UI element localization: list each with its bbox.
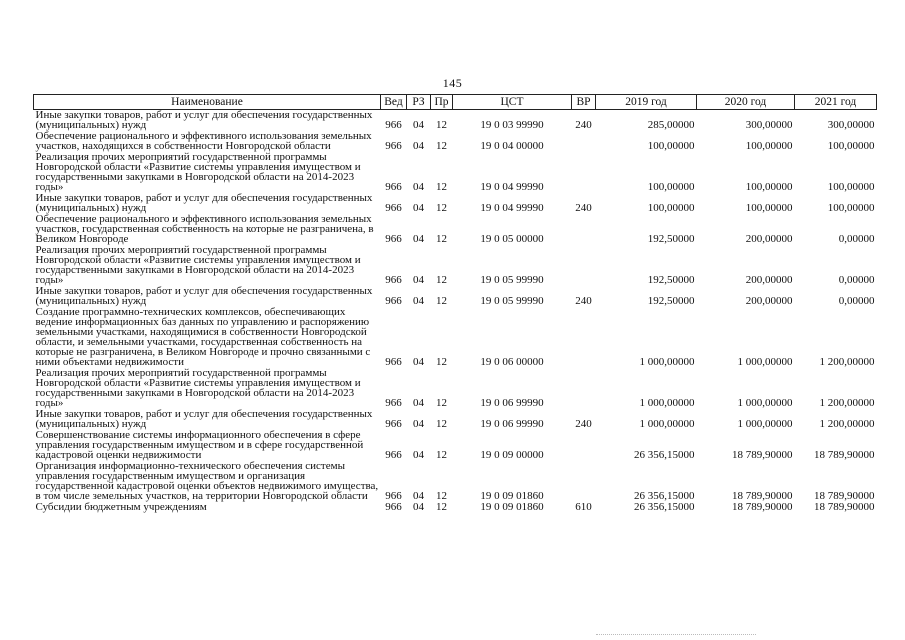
row-pr: 12 — [436, 397, 447, 409]
row-2021: 0,00000 — [838, 233, 875, 245]
table-row — [34, 409, 877, 430]
row-rz: 04 — [413, 490, 424, 502]
row-rz: 04 — [413, 397, 424, 409]
row-pr: 12 — [436, 449, 447, 461]
row-2019: 26 356,15000 — [634, 490, 695, 502]
row-vr — [572, 368, 596, 409]
row-2021: 100,00000 — [827, 202, 875, 214]
row-pr: 12 — [436, 418, 447, 430]
budget-table — [33, 94, 877, 513]
row-cst: 19 0 05 00000 — [480, 233, 544, 245]
row-2019: 100,00000 — [647, 181, 695, 193]
row-name: Реализация прочих мероприятий государственной программы Новгородской области «Развитие системы управления имуществом и государственными закупками в Новгородской области на 2014-2023 годы» — [35, 367, 361, 409]
table-row — [34, 214, 877, 245]
row-vr — [572, 307, 596, 368]
row-name: Создание программно-технических комплексов, обеспечивающих ведение информационных баз данных по управлению и распоряжению земельными участками, находящимися в собственности Новгородской области, и земельными участками, государственная собственность на которые не разграничена, в Великом Новгороде и прочно связанными с ними объектами недвижимости — [35, 306, 371, 368]
row-pr: 12 — [436, 295, 447, 307]
row-2020: 1 000,00000 — [737, 397, 793, 409]
row-2020: 200,00000 — [745, 295, 793, 307]
row-name: Иные закупки товаров, работ и услуг для обеспечения государственных (муниципальных) нужд — [35, 192, 373, 214]
header-cst: ЦСТ — [453, 95, 572, 110]
row-name: Иные закупки товаров, работ и услуг для обеспечения государственных (муниципальных) нужд — [35, 285, 373, 307]
header-rz: РЗ — [407, 95, 431, 110]
row-name: Реализация прочих мероприятий государственной программы Новгородской области «Развитие системы управления имуществом и государственными закупками в Новгородской области на 2014-2023 годы» — [35, 244, 361, 286]
row-name: Реализация прочих мероприятий государственной программы Новгородской области «Развитие системы управления имуществом и государственными закупками в Новгородской области на 2014-2023 годы» — [35, 151, 361, 193]
header-2020: 2020 год — [697, 95, 795, 110]
row-pr: 12 — [436, 233, 447, 245]
row-2019: 192,50000 — [647, 233, 695, 245]
row-rz: 04 — [413, 119, 424, 131]
row-2021: 300,00000 — [827, 119, 875, 131]
row-2021: 100,00000 — [827, 140, 875, 152]
row-ved: 966 — [385, 356, 402, 368]
row-2019: 100,00000 — [647, 140, 695, 152]
table-row — [34, 502, 877, 513]
header-vr: ВР — [572, 95, 596, 110]
row-2020: 300,00000 — [745, 119, 793, 131]
scan-artifact — [596, 634, 756, 639]
row-pr: 12 — [436, 501, 447, 513]
row-2020: 200,00000 — [745, 233, 793, 245]
table-row — [34, 193, 877, 214]
row-2019: 192,50000 — [647, 274, 695, 286]
row-rz: 04 — [413, 140, 424, 152]
row-2021: 1 200,00000 — [819, 356, 875, 368]
row-2021: 1 200,00000 — [819, 397, 875, 409]
row-ved: 966 — [385, 274, 402, 286]
row-cst: 19 0 09 00000 — [480, 449, 544, 461]
table-row — [34, 461, 877, 502]
row-rz: 04 — [413, 356, 424, 368]
row-name: Обеспечение рационального и эффективного использования земельных участков, государственная собственность на которые не разграничена, в Великом Новгороде — [35, 213, 374, 245]
row-rz: 04 — [413, 295, 424, 307]
row-rz: 04 — [413, 449, 424, 461]
row-ved: 966 — [385, 140, 402, 152]
header-pr: Пр — [431, 95, 453, 110]
row-2019: 1 000,00000 — [639, 356, 695, 368]
row-name: Обеспечение рационального и эффективного использования земельных участков, находящихся в собственности Новгородской области — [35, 130, 372, 152]
row-vr — [572, 245, 596, 286]
row-name: Иные закупки товаров, работ и услуг для обеспечения государственных (муниципальных) нужд — [35, 109, 373, 131]
table-row — [34, 286, 877, 307]
row-pr: 12 — [436, 202, 447, 214]
row-2020: 100,00000 — [745, 202, 793, 214]
row-2019: 1 000,00000 — [639, 397, 695, 409]
header-name: Наименование — [34, 95, 381, 110]
row-vr: 240 — [575, 119, 592, 131]
row-rz: 04 — [413, 418, 424, 430]
row-2020: 100,00000 — [745, 181, 793, 193]
row-2020: 1 000,00000 — [737, 418, 793, 430]
table-header-row — [34, 95, 877, 110]
row-2020: 18 789,90000 — [732, 490, 793, 502]
row-vr — [572, 131, 596, 152]
row-rz: 04 — [413, 181, 424, 193]
row-2021: 18 789,90000 — [814, 490, 875, 502]
header-ved: Вед — [381, 95, 407, 110]
row-ved: 966 — [385, 397, 402, 409]
row-2020: 18 789,90000 — [732, 501, 793, 513]
row-2021: 0,00000 — [838, 295, 875, 307]
row-cst: 19 0 03 99990 — [480, 119, 544, 131]
header-2021: 2021 год — [795, 95, 877, 110]
row-2020: 200,00000 — [745, 274, 793, 286]
row-ved: 966 — [385, 119, 402, 131]
row-vr: 240 — [575, 418, 592, 430]
table-row — [34, 131, 877, 152]
row-ved: 966 — [385, 490, 402, 502]
row-ved: 966 — [385, 295, 402, 307]
row-vr: 240 — [575, 295, 592, 307]
row-pr: 12 — [436, 356, 447, 368]
row-cst: 19 0 09 01860 — [480, 501, 544, 513]
row-name: Организация информационно-технического обеспечения системы управления государственным имуществом и организация государственной кадастровой оценки объектов недвижимого имущества, в том числе земельных участков, на территории Новгородской области — [35, 460, 379, 502]
row-pr: 12 — [436, 490, 447, 502]
row-ved: 966 — [385, 418, 402, 430]
row-ved: 966 — [385, 449, 402, 461]
row-rz: 04 — [413, 233, 424, 245]
row-pr: 12 — [436, 140, 447, 152]
row-name: Субсидии бюджетным учреждениям — [35, 501, 207, 513]
row-2020: 1 000,00000 — [737, 356, 793, 368]
table-row — [34, 368, 877, 409]
table-row — [34, 152, 877, 193]
row-rz: 04 — [413, 501, 424, 513]
row-2021: 0,00000 — [838, 274, 875, 286]
row-2019: 100,00000 — [647, 202, 695, 214]
row-vr — [572, 430, 596, 461]
row-cst: 19 0 04 00000 — [480, 140, 544, 152]
row-2019: 285,00000 — [647, 119, 695, 131]
row-cst: 19 0 06 99990 — [480, 418, 544, 430]
table-row — [34, 307, 877, 368]
row-ved: 966 — [385, 233, 402, 245]
row-2021: 100,00000 — [827, 181, 875, 193]
row-2019: 192,50000 — [647, 295, 695, 307]
row-cst: 19 0 06 99990 — [480, 397, 544, 409]
row-ved: 966 — [385, 202, 402, 214]
page-number: 145 — [442, 76, 463, 90]
row-vr — [572, 214, 596, 245]
row-2019: 1 000,00000 — [639, 418, 695, 430]
header-2019: 2019 год — [596, 95, 697, 110]
row-rz: 04 — [413, 274, 424, 286]
row-2021: 18 789,90000 — [814, 449, 875, 461]
row-name: Совершенствование системы информационного обеспечения в сфере управления государственным имуществом и в сфере государственной кадастровой оценки недвижимости — [35, 429, 364, 461]
row-2020: 100,00000 — [745, 140, 793, 152]
row-pr: 12 — [436, 274, 447, 286]
row-cst: 19 0 04 99990 — [480, 181, 544, 193]
row-vr: 610 — [575, 501, 592, 513]
row-name: Иные закупки товаров, работ и услуг для обеспечения государственных (муниципальных) нужд — [35, 408, 373, 430]
row-ved: 966 — [385, 501, 402, 513]
row-2019: 26 356,15000 — [634, 449, 695, 461]
table-row — [34, 430, 877, 461]
row-ved: 966 — [385, 181, 402, 193]
row-cst: 19 0 05 99990 — [480, 274, 544, 286]
row-cst: 19 0 06 00000 — [480, 356, 544, 368]
row-vr — [572, 152, 596, 193]
row-vr: 240 — [575, 202, 592, 214]
row-2020: 18 789,90000 — [732, 449, 793, 461]
row-pr: 12 — [436, 119, 447, 131]
row-cst: 19 0 09 01860 — [480, 490, 544, 502]
row-2019: 26 356,15000 — [634, 501, 695, 513]
row-2021: 18 789,90000 — [814, 501, 875, 513]
row-pr: 12 — [436, 181, 447, 193]
table-row — [34, 110, 877, 132]
row-2021: 1 200,00000 — [819, 418, 875, 430]
table-row — [34, 245, 877, 286]
row-cst: 19 0 04 99990 — [480, 202, 544, 214]
row-cst: 19 0 05 99990 — [480, 295, 544, 307]
row-rz: 04 — [413, 202, 424, 214]
row-vr — [572, 461, 596, 502]
